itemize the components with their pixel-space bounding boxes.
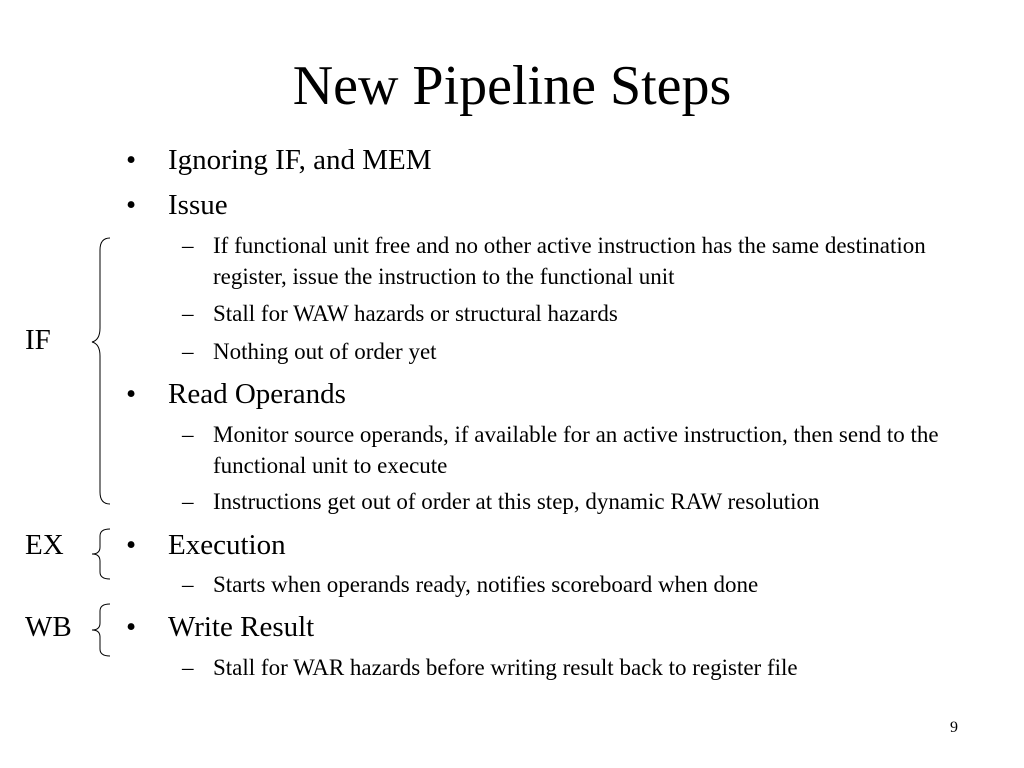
brace-ex-icon xyxy=(90,527,114,581)
sub-item-text: Instructions get out of order at this step, dynamic RAW resolution xyxy=(213,489,820,514)
slide-title: New Pipeline Steps xyxy=(292,55,732,117)
stage-label-if: IF xyxy=(25,324,51,356)
bullet-item-ignoring xyxy=(126,143,432,177)
sub-item-issue-1 xyxy=(182,230,982,292)
bullet-icon: • xyxy=(126,189,137,221)
brace-if-icon xyxy=(90,236,114,506)
sub-item-text: Starts when operands ready, notifies scoreboard when done xyxy=(213,572,759,597)
page-number: 9 xyxy=(950,719,958,736)
bullet-text: Issue xyxy=(168,189,228,221)
bullet-icon: • xyxy=(126,378,137,410)
stage-label-ex: EX xyxy=(25,529,64,561)
bullet-item-issue xyxy=(126,188,228,222)
bullet-icon: • xyxy=(126,529,137,561)
sub-item-issue-3 xyxy=(182,336,982,367)
bullet-icon: • xyxy=(126,611,137,643)
sub-item-execution-1 xyxy=(182,569,982,600)
dash-icon: – xyxy=(182,655,194,680)
sub-item-text: Nothing out of order yet xyxy=(213,339,437,364)
bullet-item-execution xyxy=(126,528,286,562)
bullet-text: Write Result xyxy=(168,611,315,643)
sub-item-write-result-1 xyxy=(182,652,982,683)
dash-icon: – xyxy=(182,233,194,258)
dash-icon: – xyxy=(182,489,194,514)
sub-item-text: If functional unit free and no other active instruction has the same destination register, issue the instruction to the functional unit xyxy=(213,233,926,289)
bullet-item-write-result xyxy=(126,610,314,644)
dash-icon: – xyxy=(182,422,194,447)
brace-wb-icon xyxy=(90,602,114,658)
stage-label-wb: WB xyxy=(25,611,72,643)
bullet-text: Execution xyxy=(168,529,286,561)
sub-item-read-operands-1 xyxy=(182,419,982,481)
sub-item-issue-2 xyxy=(182,298,982,329)
dash-icon: – xyxy=(182,301,194,326)
sub-item-text: Monitor source operands, if available for an active instruction, then send to the functional unit to execute xyxy=(213,422,939,478)
dash-icon: – xyxy=(182,339,194,364)
dash-icon: – xyxy=(182,572,194,597)
bullet-item-read-operands xyxy=(126,377,346,411)
sub-item-text: Stall for WAW hazards or structural hazards xyxy=(213,301,618,326)
bullet-icon: • xyxy=(126,144,137,176)
sub-item-read-operands-2 xyxy=(182,486,982,517)
sub-item-text: Stall for WAR hazards before writing result back to register file xyxy=(213,655,798,680)
bullet-text: Ignoring IF, and MEM xyxy=(168,144,432,176)
bullet-text: Read Operands xyxy=(168,378,346,410)
